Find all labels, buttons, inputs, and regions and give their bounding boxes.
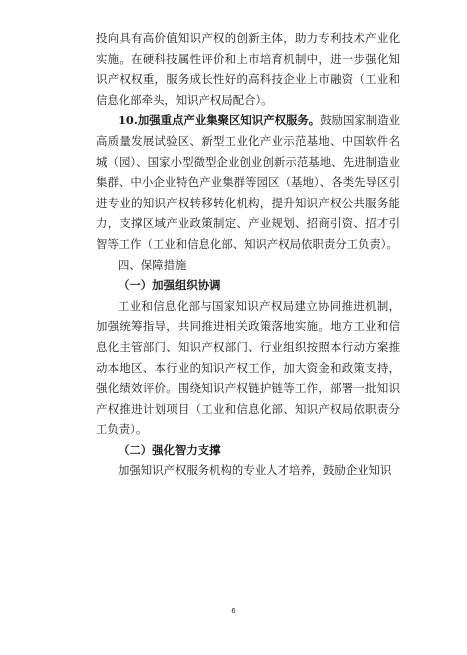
page-number: 6	[231, 607, 236, 615]
subheading-1: （一）加强组织协调	[118, 278, 221, 293]
item-10-body: 鼓励国家制造业高质量发展试验区、新型工业化产业示范基地、中国软件名城（园）、国家小型微型企业创业创新示范基地、先进制造业集群、中小企业特色产业集群等园区（基地）、各类先导区引进专业的知识产权转移转化机构，提升知识产权公共服务能力，支撑区域产业政策制定、产业规划、招商引资、招才引智等工作（工业和信息化部、知识产权局依职责分工负责）。	[96, 113, 400, 251]
paragraph-continuation: 投向具有高价值知识产权的创新主体，助力专利技术产业化实施。在硬科技属性评价和上市培育机制中，进一步强化知识产权权重，服务成长性好的高科技企业上市融资（工业和信息化部牵头，知识产权局配合）。	[96, 31, 400, 107]
paragraph-coordination: 工业和信息化部与国家知识产权局建立协同推进机制，加强统筹指导，共同推进相关政策落地实施。地方工业和信息化主管部门、知识产权部门、行业组织按照本行动方案推动本地区、本行业的知识产权工作，加大资金和政策支持，强化绩效评价。围绕知识产权链护链等工作，部署一批知识产权推进计划项目（工业和信息化部、知识产权局依职责分工负责）。	[96, 298, 400, 437]
paragraph-talent: 加强知识产权服务机构的专业人才培养，鼓励企业知识	[118, 463, 392, 478]
item-10-lead: 10.加强重点产业集聚区知识产权服务。	[118, 113, 321, 128]
paragraph-item-10	[96, 110, 400, 254]
subheading-2: （二）强化智力支撑	[118, 442, 221, 457]
page-body	[96, 28, 400, 481]
section-heading-4: 四、保障措施	[118, 257, 187, 272]
